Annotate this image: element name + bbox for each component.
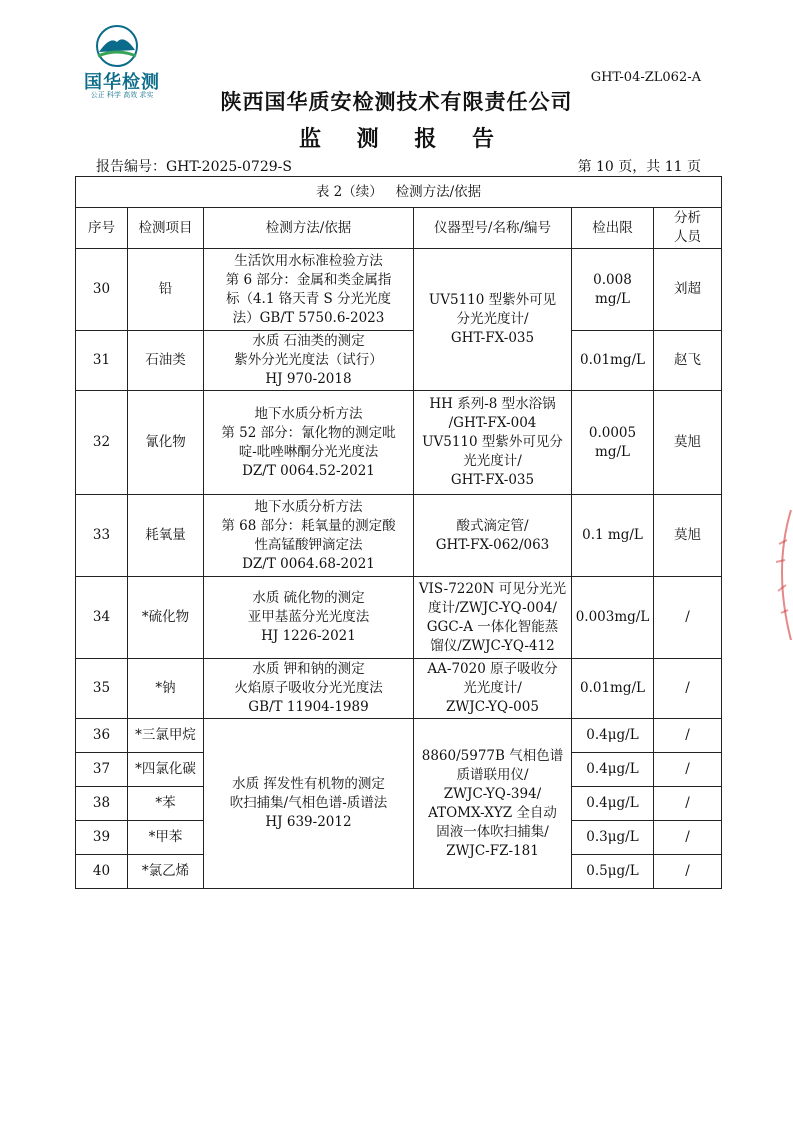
detection-limit: 0.3μg/L bbox=[572, 821, 654, 855]
column-header: 检测方法/依据 bbox=[204, 208, 414, 249]
method-table bbox=[75, 176, 722, 889]
analyst: / bbox=[654, 787, 722, 821]
logo-text: 国华检测 bbox=[84, 72, 160, 93]
test-method: 地下水质分析方法 第 52 部分：氰化物的测定吡 啶-吡唑啉酮分光光度法 DZ/T 0064.52-2021 bbox=[204, 391, 414, 495]
row-number: 40 bbox=[76, 855, 128, 889]
analyst: 刘超 bbox=[654, 249, 722, 331]
detection-limit: 0.003mg/L bbox=[572, 577, 654, 659]
analyst: / bbox=[654, 855, 722, 889]
analyst: / bbox=[654, 821, 722, 855]
analyst: / bbox=[654, 659, 722, 719]
analyst: / bbox=[654, 719, 722, 753]
page-number: 第 10 页，共 11 页 bbox=[577, 159, 701, 175]
test-method: 水质 硫化物的测定 亚甲基蓝分光光度法 HJ 1226-2021 bbox=[204, 577, 414, 659]
detection-limit: 0.01mg/L bbox=[572, 659, 654, 719]
logo-mountain-icon bbox=[92, 24, 142, 68]
table-row bbox=[76, 719, 722, 753]
instrument: AA-7020 原子吸收分 光光度计/ ZWJC-YQ-005 bbox=[414, 659, 572, 719]
column-header: 序号 bbox=[76, 208, 128, 249]
column-header: 分析 人员 bbox=[654, 208, 722, 249]
test-item: 石油类 bbox=[128, 331, 204, 391]
column-header: 检出限 bbox=[572, 208, 654, 249]
row-number: 31 bbox=[76, 331, 128, 391]
row-number: 39 bbox=[76, 821, 128, 855]
detection-limit: 0.008 mg/L bbox=[572, 249, 654, 331]
detection-limit: 0.4μg/L bbox=[572, 719, 654, 753]
logo-slogan: 公正 科学 高效 求实 bbox=[90, 91, 154, 99]
report-title: 监 测 报 告 bbox=[299, 127, 508, 152]
table-row bbox=[76, 659, 722, 719]
test-item: *四氯化碳 bbox=[128, 753, 204, 787]
instrument: VIS-7220N 可见分光光 度计/ZWJC-YQ-004/ GGC-A 一体化智能蒸 馏仪/ZWJC-YQ-412 bbox=[414, 577, 572, 659]
test-item: *钠 bbox=[128, 659, 204, 719]
test-method: 水质 钾和钠的测定 火焰原子吸收分光光度法 GB/T 11904-1989 bbox=[204, 659, 414, 719]
detection-limit: 0.4μg/L bbox=[572, 753, 654, 787]
document-code: GHT-04-ZL062-A bbox=[590, 70, 701, 85]
test-item: *硫化物 bbox=[128, 577, 204, 659]
analyst: / bbox=[654, 577, 722, 659]
table-row bbox=[76, 249, 722, 331]
analyst: 莫旭 bbox=[654, 495, 722, 577]
test-item: *苯 bbox=[128, 787, 204, 821]
row-number: 38 bbox=[76, 787, 128, 821]
column-header: 检测项目 bbox=[128, 208, 204, 249]
test-item: 耗氧量 bbox=[128, 495, 204, 577]
analyst: 赵飞 bbox=[654, 331, 722, 391]
instrument: 酸式滴定管/ GHT-FX-062/063 bbox=[414, 495, 572, 577]
row-number: 33 bbox=[76, 495, 128, 577]
test-method: 地下水质分析方法 第 68 部分：耗氧量的测定酸 性高锰酸钾滴定法 DZ/T 0064.68-2021 bbox=[204, 495, 414, 577]
row-number: 32 bbox=[76, 391, 128, 495]
table-row bbox=[76, 495, 722, 577]
detection-limit: 0.0005 mg/L bbox=[572, 391, 654, 495]
company-name: 陕西国华质安检测技术有限责任公司 bbox=[220, 90, 573, 114]
test-method: 水质 挥发性有机物的测定 吹扫捕集/气相色谱-质谱法 HJ 639-2012 bbox=[204, 719, 414, 889]
test-item: 氰化物 bbox=[128, 391, 204, 495]
row-number: 34 bbox=[76, 577, 128, 659]
column-header: 仪器型号/名称/编号 bbox=[414, 208, 572, 249]
table-row bbox=[76, 331, 722, 391]
detection-limit: 0.5μg/L bbox=[572, 855, 654, 889]
table-caption: 表 2（续） 检测方法/依据 bbox=[76, 177, 722, 208]
test-method: 生活饮用水标准检验方法 第 6 部分：金属和类金属指 标（4.1 铬天青 S 分光光度 法）GB/T 5750.6-2023 bbox=[204, 249, 414, 331]
table-row bbox=[76, 391, 722, 495]
table-header-row bbox=[76, 208, 722, 249]
test-item: *甲苯 bbox=[128, 821, 204, 855]
test-item: *三氯甲烷 bbox=[128, 719, 204, 753]
instrument: HH 系列-8 型水浴锅 /GHT-FX-004 UV5110 型紫外可见分 光光度计/ GHT-FX-035 bbox=[414, 391, 572, 495]
table-row bbox=[76, 577, 722, 659]
row-number: 30 bbox=[76, 249, 128, 331]
instrument: UV5110 型紫外可见 分光光度计/ GHT-FX-035 bbox=[414, 249, 572, 391]
analyst: / bbox=[654, 753, 722, 787]
table-caption-row bbox=[76, 177, 722, 208]
report-number: 报告编号：GHT-2025-0729-S bbox=[96, 159, 292, 175]
instrument: 8860/5977B 气相色谱 质谱联用仪/ ZWJC-YQ-394/ ATOMX-XYZ 全自动 固液一体吹扫捕集/ ZWJC-FZ-181 bbox=[414, 719, 572, 889]
row-number: 35 bbox=[76, 659, 128, 719]
row-number: 37 bbox=[76, 753, 128, 787]
row-number: 36 bbox=[76, 719, 128, 753]
test-method: 水质 石油类的测定 紫外分光光度法（试行） HJ 970-2018 bbox=[204, 331, 414, 391]
detection-limit: 0.1 mg/L bbox=[572, 495, 654, 577]
detection-limit: 0.4μg/L bbox=[572, 787, 654, 821]
test-item: 铅 bbox=[128, 249, 204, 331]
seal-stamp-edge bbox=[767, 500, 793, 650]
analyst: 莫旭 bbox=[654, 391, 722, 495]
test-item: *氯乙烯 bbox=[128, 855, 204, 889]
detection-limit: 0.01mg/L bbox=[572, 331, 654, 391]
